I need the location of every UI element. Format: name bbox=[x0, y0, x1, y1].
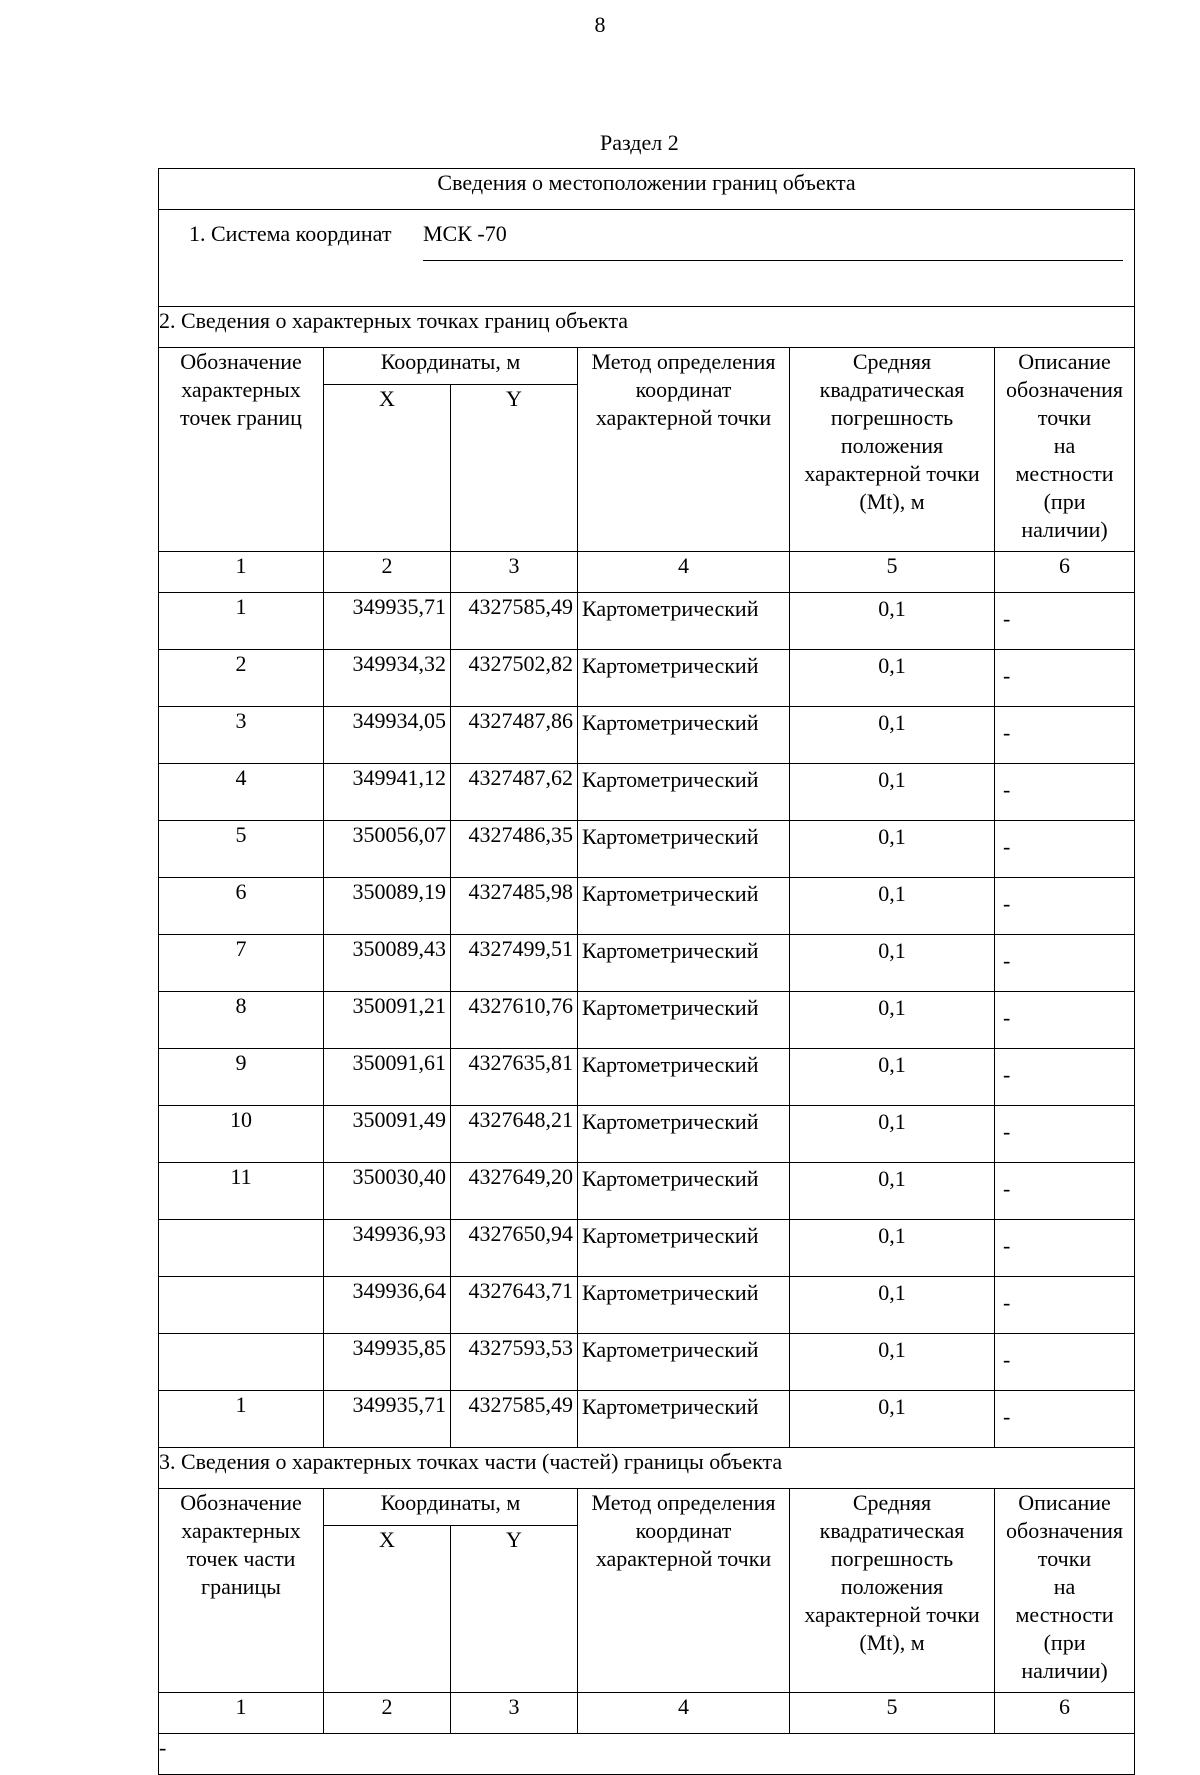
cell-accuracy: 0,1 bbox=[790, 1163, 995, 1220]
table-row bbox=[159, 1391, 1135, 1448]
header-line: (при bbox=[1043, 1630, 1086, 1655]
cell-accuracy: 0,1 bbox=[790, 593, 995, 650]
cell-description: - bbox=[995, 1106, 1135, 1163]
part3-column-numbers bbox=[159, 1693, 1135, 1734]
header-line: координат bbox=[635, 1518, 732, 1543]
cell-coord-x: 350089,19 bbox=[324, 878, 451, 935]
header-line: положения bbox=[840, 1574, 944, 1599]
part2-column-numbers bbox=[159, 552, 1135, 593]
header-line: характерной точки bbox=[804, 1602, 980, 1627]
column-number-6: 6 bbox=[995, 1693, 1135, 1734]
cell-coord-y: 4327648,21 bbox=[451, 1106, 578, 1163]
column-number-1: 1 bbox=[159, 1693, 324, 1734]
table-row bbox=[159, 1220, 1135, 1277]
cell-point-number: 4 bbox=[159, 764, 324, 821]
cell-description: - bbox=[995, 707, 1135, 764]
header-line: характерной точки bbox=[595, 1546, 772, 1571]
cell-accuracy: 0,1 bbox=[790, 1106, 995, 1163]
table-row bbox=[159, 1334, 1135, 1391]
column-number-6: 6 bbox=[995, 552, 1135, 593]
part3-header-accuracy bbox=[790, 1489, 995, 1693]
cell-coord-x: 350089,43 bbox=[324, 935, 451, 992]
header-line: обозначения bbox=[1006, 1518, 1124, 1543]
cell-method: Картометрический bbox=[578, 1334, 790, 1391]
cell-coord-y: 4327635,81 bbox=[451, 1049, 578, 1106]
cell-coord-x: 349935,71 bbox=[324, 1391, 451, 1448]
header-line: Средняя bbox=[852, 349, 932, 374]
cell-accuracy: 0,1 bbox=[790, 707, 995, 764]
cell-method: Картометрический bbox=[578, 1391, 790, 1448]
cell-coord-x: 349936,64 bbox=[324, 1277, 451, 1334]
cell-point-number: 5 bbox=[159, 821, 324, 878]
cell-method: Картометрический bbox=[578, 593, 790, 650]
cell-coord-x: 349934,05 bbox=[324, 707, 451, 764]
cell-coord-y: 4327499,51 bbox=[451, 935, 578, 992]
table-row bbox=[159, 707, 1135, 764]
column-number-4: 4 bbox=[578, 552, 790, 593]
cell-accuracy: 0,1 bbox=[790, 1391, 995, 1448]
cell-description: - bbox=[995, 1334, 1135, 1391]
cell-method: Картометрический bbox=[578, 992, 790, 1049]
header-line: координат bbox=[635, 377, 732, 402]
cell-coord-x: 350091,49 bbox=[324, 1106, 451, 1163]
cell-point-number: 10 bbox=[159, 1106, 324, 1163]
cell-coord-y: 4327485,98 bbox=[451, 878, 578, 935]
header-line: погрешность bbox=[830, 1546, 954, 1571]
cell-point-number bbox=[159, 1220, 324, 1277]
cell-method: Картометрический bbox=[578, 878, 790, 935]
column-number-1: 1 bbox=[159, 552, 324, 593]
cell-coord-y: 4327487,62 bbox=[451, 764, 578, 821]
part3-header-designation bbox=[159, 1489, 324, 1693]
cell-coord-x: 350030,40 bbox=[324, 1163, 451, 1220]
header-line: характерной точки bbox=[595, 405, 772, 430]
column-number-3: 3 bbox=[451, 1693, 578, 1734]
part2-header-coords: Координаты, м bbox=[324, 348, 578, 385]
table-row bbox=[159, 821, 1135, 878]
cell-coord-y: 4327585,49 bbox=[451, 593, 578, 650]
cell-point-number: 2 bbox=[159, 650, 324, 707]
part2-header-description bbox=[995, 348, 1135, 552]
cell-point-number bbox=[159, 1277, 324, 1334]
cell-method: Картометрический bbox=[578, 1106, 790, 1163]
header-line: наличии) bbox=[1021, 517, 1108, 542]
column-number-3: 3 bbox=[451, 552, 578, 593]
cell-description: - bbox=[995, 650, 1135, 707]
part2-header-x: X bbox=[324, 385, 451, 552]
cell-description: - bbox=[995, 878, 1135, 935]
header-line: (при bbox=[1043, 489, 1086, 514]
part2-header-method bbox=[578, 348, 790, 552]
cell-point-number bbox=[159, 1334, 324, 1391]
cell-point-number: 9 bbox=[159, 1049, 324, 1106]
header-line: на bbox=[1053, 433, 1076, 458]
header-line: Обозначение bbox=[180, 349, 302, 374]
coordinate-system-value: МСК -70 bbox=[423, 221, 507, 246]
table-row bbox=[159, 992, 1135, 1049]
cell-coord-y: 4327593,53 bbox=[451, 1334, 578, 1391]
header-line: характерной точки bbox=[804, 461, 980, 486]
header-line: точки bbox=[1037, 405, 1092, 430]
cell-coord-x: 350091,61 bbox=[324, 1049, 451, 1106]
table-row bbox=[159, 1049, 1135, 1106]
table-row bbox=[159, 1163, 1135, 1220]
part2-header-y: Y bbox=[451, 385, 578, 552]
coordinate-system-row bbox=[159, 210, 1135, 307]
column-number-5: 5 bbox=[790, 1693, 995, 1734]
header-line: положения bbox=[840, 433, 944, 458]
cell-method: Картометрический bbox=[578, 935, 790, 992]
header-line: Метод определения bbox=[591, 349, 776, 374]
cell-accuracy: 0,1 bbox=[790, 1220, 995, 1277]
cell-description: - bbox=[995, 1220, 1135, 1277]
cell-method: Картометрический bbox=[578, 1049, 790, 1106]
column-number-2: 2 bbox=[324, 1693, 451, 1734]
cell-coord-x: 349934,32 bbox=[324, 650, 451, 707]
cell-description: - bbox=[995, 821, 1135, 878]
header-line: точки bbox=[1037, 1546, 1092, 1571]
part2-title: 2. Сведения о характерных точках границ объекта bbox=[159, 307, 1135, 348]
boundary-table bbox=[158, 168, 1135, 1775]
header-line: местности bbox=[1015, 1602, 1114, 1627]
section-title: Раздел 2 bbox=[600, 130, 679, 155]
cell-point-number: 1 bbox=[159, 593, 324, 650]
header-line: характерных bbox=[181, 377, 301, 402]
header-line: точек границ bbox=[180, 405, 302, 430]
table-row bbox=[159, 878, 1135, 935]
header-line: точек части bbox=[186, 1546, 296, 1571]
cell-method: Картометрический bbox=[578, 1220, 790, 1277]
part3-header-description bbox=[995, 1489, 1135, 1693]
part2-header-accuracy bbox=[790, 348, 995, 552]
table-title: Сведения о местоположении границ объекта bbox=[159, 169, 1135, 210]
part3-header-x: X bbox=[324, 1526, 451, 1693]
column-number-5: 5 bbox=[790, 552, 995, 593]
cell-description: - bbox=[995, 764, 1135, 821]
cell-method: Картометрический bbox=[578, 1163, 790, 1220]
cell-coord-y: 4327610,76 bbox=[451, 992, 578, 1049]
cell-coord-y: 4327487,86 bbox=[451, 707, 578, 764]
cell-method: Картометрический bbox=[578, 764, 790, 821]
cell-point-number: 7 bbox=[159, 935, 324, 992]
cell-coord-x: 350056,07 bbox=[324, 821, 451, 878]
header-line: наличии) bbox=[1021, 1658, 1108, 1683]
table-row bbox=[159, 764, 1135, 821]
cell-description: - bbox=[995, 1163, 1135, 1220]
header-line: квадратическая bbox=[819, 377, 965, 402]
cell-accuracy: 0,1 bbox=[790, 821, 995, 878]
column-number-4: 4 bbox=[578, 1693, 790, 1734]
cell-coord-x: 350091,21 bbox=[324, 992, 451, 1049]
cell-method: Картометрический bbox=[578, 821, 790, 878]
part3-header-y: Y bbox=[451, 1526, 578, 1693]
cell-point-number: 1 bbox=[159, 1391, 324, 1448]
cell-coord-y: 4327649,20 bbox=[451, 1163, 578, 1220]
cell-description: - bbox=[995, 593, 1135, 650]
part3-header-method bbox=[578, 1489, 790, 1693]
table-row bbox=[159, 935, 1135, 992]
header-line: (Mt), м bbox=[859, 1630, 925, 1655]
header-line: квадратическая bbox=[819, 1518, 965, 1543]
cell-coord-y: 4327585,49 bbox=[451, 1391, 578, 1448]
header-line: Метод определения bbox=[591, 1490, 776, 1515]
cell-accuracy: 0,1 bbox=[790, 650, 995, 707]
table-row bbox=[159, 650, 1135, 707]
header-line: Средняя bbox=[852, 1490, 932, 1515]
part3-title: 3. Сведения о характерных точках части (частей) границы объекта bbox=[159, 1448, 1135, 1489]
header-line: (Mt), м bbox=[859, 489, 925, 514]
header-line: характерных bbox=[181, 1518, 301, 1543]
cell-description: - bbox=[995, 1049, 1135, 1106]
cell-coord-y: 4327643,71 bbox=[451, 1277, 578, 1334]
cell-accuracy: 0,1 bbox=[790, 992, 995, 1049]
cell-accuracy: 0,1 bbox=[790, 1277, 995, 1334]
table-row bbox=[159, 1106, 1135, 1163]
coordinate-system-underline bbox=[423, 260, 1123, 261]
page-number: 8 bbox=[594, 12, 606, 37]
table-row bbox=[159, 1277, 1135, 1334]
column-number-2: 2 bbox=[324, 552, 451, 593]
part2-header-designation bbox=[159, 348, 324, 552]
header-line: Описание bbox=[1018, 349, 1111, 374]
header-line: обозначения bbox=[1006, 377, 1124, 402]
cell-coord-x: 349941,12 bbox=[324, 764, 451, 821]
header-line: погрешность bbox=[830, 405, 954, 430]
part3-empty-value: - bbox=[159, 1734, 1135, 1775]
cell-accuracy: 0,1 bbox=[790, 1049, 995, 1106]
table-row bbox=[159, 593, 1135, 650]
cell-description: - bbox=[995, 992, 1135, 1049]
cell-coord-x: 349935,71 bbox=[324, 593, 451, 650]
header-line: Описание bbox=[1018, 1490, 1111, 1515]
cell-accuracy: 0,1 bbox=[790, 935, 995, 992]
header-line: Обозначение bbox=[180, 1490, 302, 1515]
header-line: границы bbox=[201, 1574, 281, 1599]
cell-method: Картометрический bbox=[578, 1277, 790, 1334]
coordinate-system-label: 1. Система координат bbox=[189, 221, 392, 246]
cell-method: Картометрический bbox=[578, 650, 790, 707]
cell-point-number: 11 bbox=[159, 1163, 324, 1220]
cell-accuracy: 0,1 bbox=[790, 1334, 995, 1391]
cell-point-number: 3 bbox=[159, 707, 324, 764]
cell-coord-x: 349936,93 bbox=[324, 1220, 451, 1277]
cell-accuracy: 0,1 bbox=[790, 878, 995, 935]
cell-coord-x: 349935,85 bbox=[324, 1334, 451, 1391]
cell-coord-y: 4327502,82 bbox=[451, 650, 578, 707]
cell-description: - bbox=[995, 1391, 1135, 1448]
header-line: местности bbox=[1015, 461, 1114, 486]
cell-coord-y: 4327650,94 bbox=[451, 1220, 578, 1277]
cell-description: - bbox=[995, 1277, 1135, 1334]
part3-header-coords: Координаты, м bbox=[324, 1489, 578, 1526]
cell-method: Картометрический bbox=[578, 707, 790, 764]
cell-point-number: 8 bbox=[159, 992, 324, 1049]
cell-coord-y: 4327486,35 bbox=[451, 821, 578, 878]
header-line: на bbox=[1053, 1574, 1076, 1599]
cell-point-number: 6 bbox=[159, 878, 324, 935]
cell-description: - bbox=[995, 935, 1135, 992]
cell-accuracy: 0,1 bbox=[790, 764, 995, 821]
